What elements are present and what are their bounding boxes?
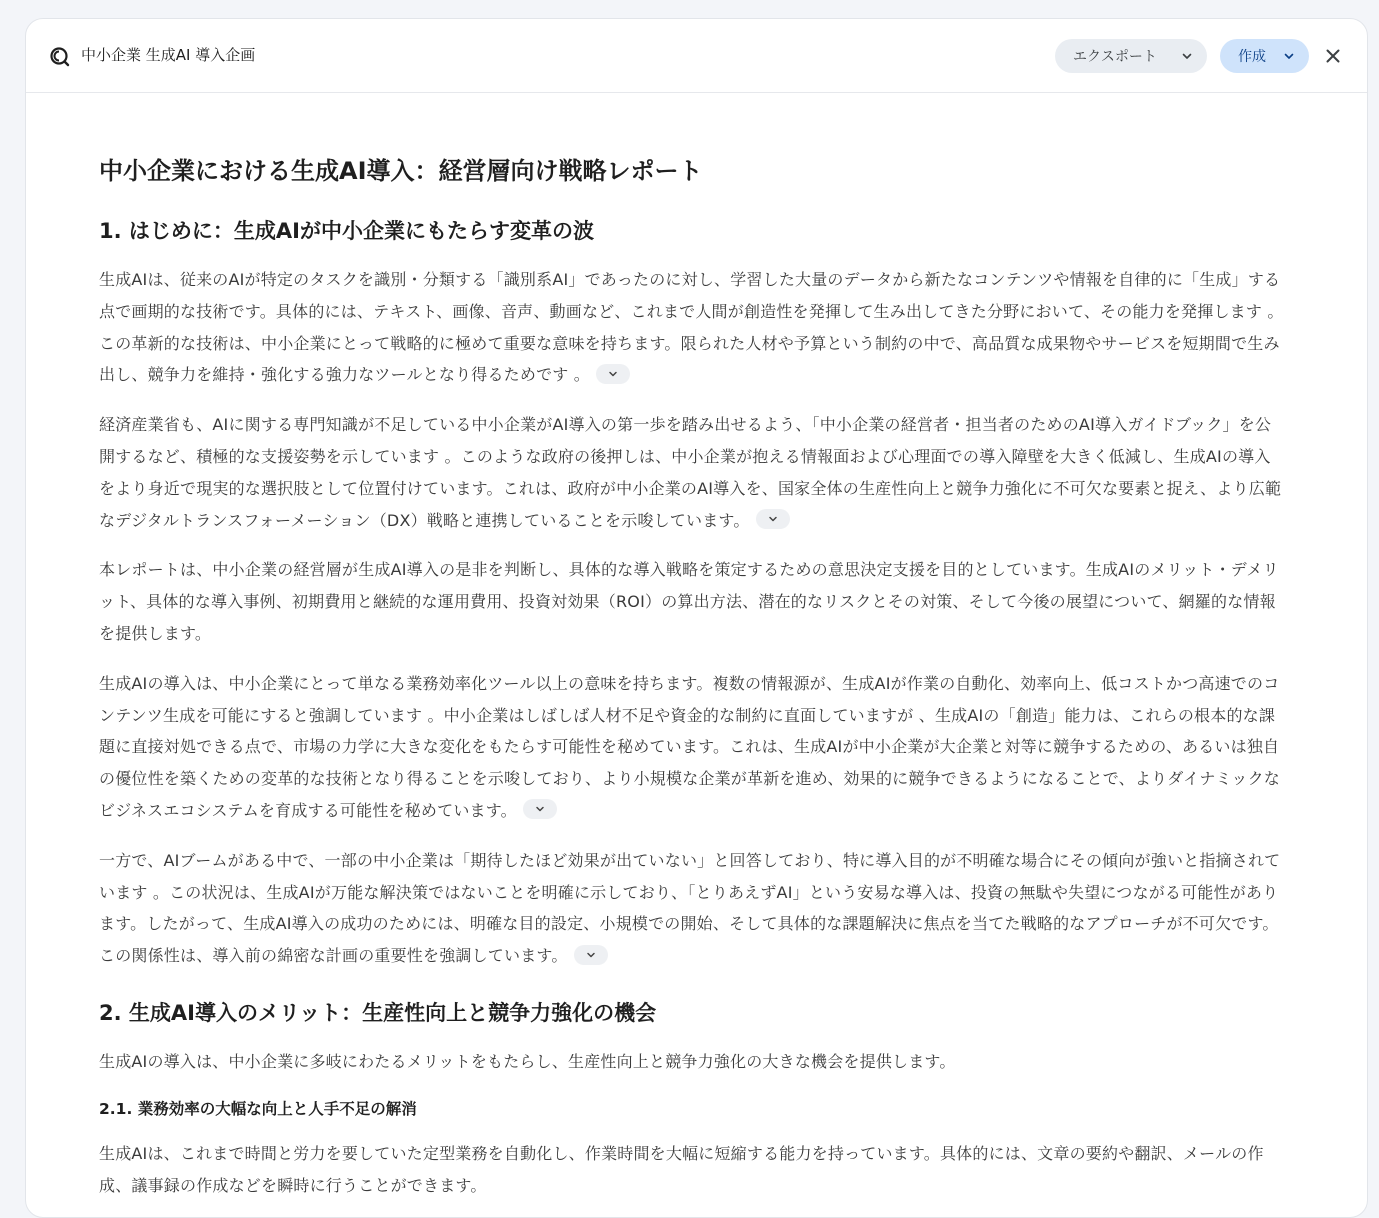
paragraph-text: 一方で、AIブームがある中で、一部の中小企業は「期待したほど効果が出ていない」と回答しており、特に導入目的が不明確な場合にその傾向が強いと指摘されています 。この状況は、生成AIが万能な解決策ではないことを明確に示しており、「とりあえずAI」という安易な導入は、投資の無駄や失望につながる可能性があります。したがって、生成AI導入の成功のためには、明確な目的設定、小規模での開始、そして具体的な課題解決に焦点を当てた戦略的なアプローチが不可欠です。この関係性は、導入前の綿密な計画の重要性を強調しています。 (99, 850, 1281, 966)
doc-title: 中小企業 生成AI 導入企画 (81, 46, 256, 64)
chevron-down-icon (1283, 50, 1295, 62)
chevron-down-icon (608, 370, 618, 378)
citation-expand-button[interactable] (596, 364, 630, 384)
chevron-down-icon (1181, 50, 1193, 62)
paragraph (99, 264, 1285, 391)
chevron-down-icon (768, 515, 778, 523)
paragraph-text: 経済産業省も、AIに関する専門知識が不足している中小企業がAI導入の第一歩を踏み出せるよう、「中小企業の経営者・担当者のためのAI導入ガイドブック」を公開するなど、積極的な支援姿勢を示しています 。このような政府の後押しは、中小企業が抱える情報面および心理面での導入障壁を大きく低減し、生成AIの導入をより身近で現実的な選択肢として位置付けています。これは、政府が中小企業のAI導入を、国家全体の生産性向上と競争力強化に不可欠な要素と捉え、より広範なデジタルトランスフォーメーション（DX）戦略と連携していることを示唆しています。 (99, 415, 1282, 530)
deep-research-icon (48, 45, 70, 67)
section-heading: 2. 生成AI導入のメリット：生産性向上と競争力強化の機会 (99, 1000, 657, 1025)
paragraph-text: 生成AIの導入は、中小企業にとって単なる業務効率化ツール以上の意味を持ちます。複数の情報源が、生成AIが作業の自動化、効率向上、低コストかつ高速でのコンテンツ生成を可能にすると強調しています 。中小企業はしばしば人材不足や資金的な制約に直面していますが 、生成AIの「創造」能力は、これらの根本的な課題に直接対処できる点で、市場の力学に大きな変化をもたらす可能性を秘めています。これは、生成AIが中小企業が大企業と対等に競争するための、あるいは独自の優位性を築くための変革的な技術となり得ることを示唆しており、より小規模な企業が革新を進め、効果的に競争できるようになることで、よりダイナミックなビジネスエコシステムを育成する可能性を秘めています。 (99, 673, 1281, 820)
export-label: エクスポート (1073, 49, 1157, 65)
paragraph (99, 668, 1285, 827)
paragraph (99, 409, 1285, 536)
paragraph-text: 本レポートは、中小企業の経営層が生成AI導入の是非を判断し、具体的な導入戦略を策定するための意思決定支援を目的としています。生成AIのメリット・デメリット、具体的な導入事例、初期費用と継続的な運用費用、投資対効果（ROI）の算出方法、潜在的なリスクとその対策、そして今後の展望について、網羅的な情報を提供します。 (99, 560, 1279, 643)
panel-header (26, 19, 1367, 93)
section-heading: 1. はじめに：生成AIが中小企業にもたらす変革の波 (99, 219, 594, 243)
paragraph-text: 生成AIは、従来のAIが特定のタスクを識別・分類する「識別系AI」であったのに対し、学習した大量のデータから新たなコンテンツや情報を自律的に「生成」する点で画期的な技術です。具体的には、テキスト、画像、音声、動画など、これまで人間が創造性を発揮して生み出してきた分野において、その能力を発揮します 。この革新的な技術は、中小企業にとって戦略的に極めて重要な意味を持ちます。限られた人材や予算という制約の中で、高品質な成果物やサービスを短期間で生み出し、競争力を維持・強化する強力なツールとなり得るためです 。 (99, 270, 1284, 385)
close-icon[interactable] (1322, 45, 1344, 67)
citation-expand-button[interactable] (756, 509, 790, 529)
export-button[interactable] (1055, 39, 1207, 73)
paragraph (99, 554, 1285, 649)
document-panel (25, 18, 1368, 1218)
chevron-down-icon (586, 951, 596, 959)
paragraph: 生成AIは、これまで時間と労力を要していた定型業務を自動化し、作業時間を大幅に短縮する能力を持っています。具体的には、文章の要約や翻訳、メールの作成、議事録の作成などを瞬時に行うことができます。 (99, 1143, 1264, 1195)
citation-expand-button[interactable] (523, 799, 557, 819)
create-label: 作成 (1238, 49, 1266, 65)
document-content (99, 154, 1285, 1218)
paragraph: 生成AIの導入は、中小企業に多岐にわたるメリットをもたらし、生産性向上と競争力強化の大きな機会を提供します。 (99, 1051, 956, 1071)
chevron-down-icon (535, 805, 545, 813)
report-title: 中小企業における生成AI導入：経営層向け戦略レポート (99, 157, 703, 185)
citation-expand-button[interactable] (574, 945, 608, 965)
create-button[interactable] (1220, 39, 1309, 73)
subsection-heading: 2.1. 業務効率の大幅な向上と人手不足の解消 (99, 1099, 417, 1118)
paragraph (99, 845, 1285, 972)
